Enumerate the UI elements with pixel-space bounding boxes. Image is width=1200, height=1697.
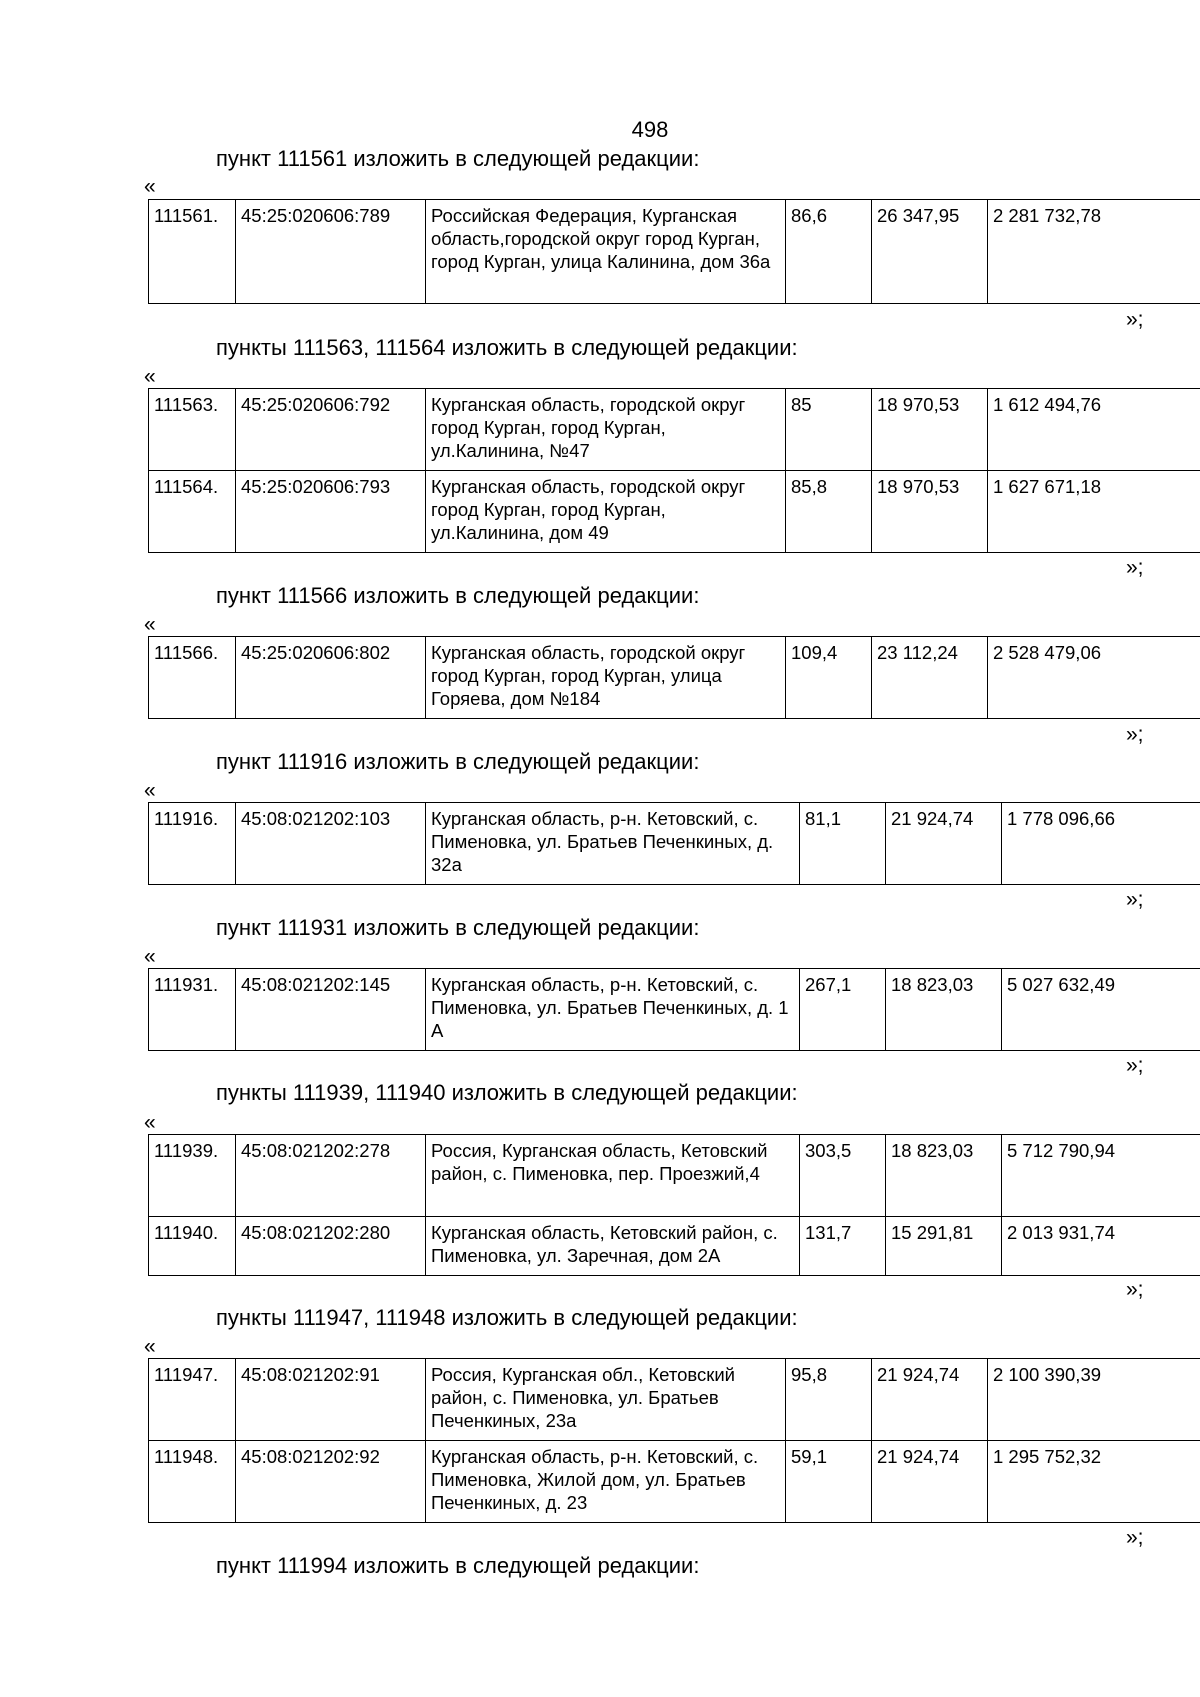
- cell-item-number: 111564.: [149, 471, 236, 553]
- open-quote: «: [144, 613, 156, 636]
- cell-unit-value: 18 823,03: [886, 1135, 1002, 1217]
- cell-address: Курганская область, р-н. Кетовский, с. Пименовка, Жилой дом, ул. Братьев Печенкиных, д. 23: [426, 1441, 786, 1523]
- open-quote: «: [144, 365, 156, 388]
- cell-item-number: 111561.: [149, 200, 236, 304]
- close-quote: »;: [1126, 308, 1144, 331]
- cell-address: Курганская область, р-н. Кетовский, с. Пименовка, ул. Братьев Печенкиных, д. 1 А: [426, 969, 800, 1051]
- cell-cadastral-number: 45:08:021202:278: [236, 1135, 426, 1217]
- table-row: [149, 1441, 1200, 1523]
- cell-cadastral-number: 45:08:021202:103: [236, 803, 426, 885]
- cell-cadastral-number: 45:08:021202:91: [236, 1359, 426, 1441]
- data-table: [148, 1134, 1200, 1276]
- section-heading: пункт 111916 изложить в следующей редакции:: [216, 749, 700, 774]
- cell-unit-value: 21 924,74: [872, 1441, 988, 1523]
- cell-address: Курганская область, городской округ город Курган, город Курган, ул.Калинина, дом 49: [426, 471, 786, 553]
- data-table: [148, 636, 1200, 719]
- cell-item-number: 111931.: [149, 969, 236, 1051]
- cell-unit-value: 18 970,53: [872, 389, 988, 471]
- table-row: [149, 471, 1200, 553]
- cell-item-number: 111566.: [149, 637, 236, 719]
- cell-total-value: 2 281 732,78: [988, 200, 1200, 304]
- cell-address: Россия, Курганская область, Кетовский район, с. Пименовка, пер. Проезжий,4: [426, 1135, 800, 1217]
- cell-unit-value: 18 970,53: [872, 471, 988, 553]
- cell-unit-value: 15 291,81: [886, 1217, 1002, 1276]
- cell-total-value: 5 712 790,94: [1002, 1135, 1200, 1217]
- cell-total-value: 1 778 096,66: [1002, 803, 1200, 885]
- cell-area: 267,1: [800, 969, 886, 1051]
- cell-unit-value: 21 924,74: [886, 803, 1002, 885]
- close-quote: »;: [1126, 1278, 1144, 1301]
- cell-item-number: 111947.: [149, 1359, 236, 1441]
- cell-address: Курганская область, р-н. Кетовский, с. Пименовка, ул. Братьев Печенкиных, д. 32а: [426, 803, 800, 885]
- table-row: [149, 200, 1200, 304]
- section-heading: пункт 111994 изложить в следующей редакции:: [216, 1553, 700, 1578]
- cell-address: Курганская область, Кетовский район, с. Пименовка, ул. Заречная, дом 2А: [426, 1217, 800, 1276]
- cell-cadastral-number: 45:25:020606:802: [236, 637, 426, 719]
- cell-total-value: 1 295 752,32: [988, 1441, 1200, 1523]
- cell-area: 86,6: [786, 200, 872, 304]
- table-row: [149, 969, 1200, 1051]
- table-row: [149, 1217, 1200, 1276]
- cell-unit-value: 18 823,03: [886, 969, 1002, 1051]
- open-quote: «: [144, 945, 156, 968]
- cell-area: 85: [786, 389, 872, 471]
- cell-cadastral-number: 45:08:021202:92: [236, 1441, 426, 1523]
- section-heading: пункты 111947, 111948 изложить в следующей редакции:: [216, 1305, 798, 1330]
- close-quote: »;: [1126, 1054, 1144, 1077]
- section-heading: пункты 111563, 111564 изложить в следующей редакции:: [216, 335, 798, 360]
- cell-unit-value: 26 347,95: [872, 200, 988, 304]
- page-number: 498: [631, 117, 669, 142]
- data-table: [148, 1358, 1200, 1523]
- cell-item-number: 111940.: [149, 1217, 236, 1276]
- cell-area: 95,8: [786, 1359, 872, 1441]
- open-quote: «: [144, 175, 156, 198]
- cell-item-number: 111939.: [149, 1135, 236, 1217]
- cell-area: 303,5: [800, 1135, 886, 1217]
- cell-unit-value: 23 112,24: [872, 637, 988, 719]
- section-heading: пункт 111566 изложить в следующей редакции:: [216, 583, 700, 608]
- cell-cadastral-number: 45:08:021202:280: [236, 1217, 426, 1276]
- section-heading: пункт 111931 изложить в следующей редакции:: [216, 915, 700, 940]
- cell-cadastral-number: 45:25:020606:793: [236, 471, 426, 553]
- open-quote: «: [144, 1335, 156, 1358]
- cell-unit-value: 21 924,74: [872, 1359, 988, 1441]
- cell-address: Российская Федерация, Курганская область,городской округ город Курган, город Курган, улица Калинина, дом 36а: [426, 200, 786, 304]
- cell-item-number: 111563.: [149, 389, 236, 471]
- open-quote: «: [144, 779, 156, 802]
- table-row: [149, 637, 1200, 719]
- cell-address: Россия, Курганская обл., Кетовский район, с. Пименовка, ул. Братьев Печенкиных, 23а: [426, 1359, 786, 1441]
- cell-total-value: 5 027 632,49: [1002, 969, 1200, 1051]
- table-row: [149, 1359, 1200, 1441]
- cell-address: Курганская область, городской округ город Курган, город Курган, ул.Калинина, №47: [426, 389, 786, 471]
- section-heading: пункты 111939, 111940 изложить в следующей редакции:: [216, 1080, 798, 1105]
- data-table: [148, 802, 1200, 885]
- close-quote: »;: [1126, 1526, 1144, 1549]
- table-row: [149, 803, 1200, 885]
- cell-address: Курганская область, городской округ город Курган, город Курган, улица Горяева, дом №184: [426, 637, 786, 719]
- cell-item-number: 111948.: [149, 1441, 236, 1523]
- cell-total-value: 1 627 671,18: [988, 471, 1200, 553]
- cell-cadastral-number: 45:25:020606:789: [236, 200, 426, 304]
- open-quote: «: [144, 1111, 156, 1134]
- table-row: [149, 1135, 1200, 1217]
- close-quote: »;: [1126, 888, 1144, 911]
- cell-total-value: 2 013 931,74: [1002, 1217, 1200, 1276]
- close-quote: »;: [1126, 556, 1144, 579]
- section-heading: пункт 111561 изложить в следующей редакции:: [216, 146, 700, 171]
- data-table: [148, 968, 1200, 1051]
- cell-item-number: 111916.: [149, 803, 236, 885]
- cell-total-value: 2 100 390,39: [988, 1359, 1200, 1441]
- close-quote: »;: [1126, 723, 1144, 746]
- cell-cadastral-number: 45:08:021202:145: [236, 969, 426, 1051]
- cell-area: 85,8: [786, 471, 872, 553]
- cell-area: 59,1: [786, 1441, 872, 1523]
- cell-area: 131,7: [800, 1217, 886, 1276]
- cell-cadastral-number: 45:25:020606:792: [236, 389, 426, 471]
- cell-area: 81,1: [800, 803, 886, 885]
- cell-total-value: 1 612 494,76: [988, 389, 1200, 471]
- cell-total-value: 2 528 479,06: [988, 637, 1200, 719]
- table-row: [149, 389, 1200, 471]
- data-table: [148, 199, 1200, 304]
- data-table: [148, 388, 1200, 553]
- cell-area: 109,4: [786, 637, 872, 719]
